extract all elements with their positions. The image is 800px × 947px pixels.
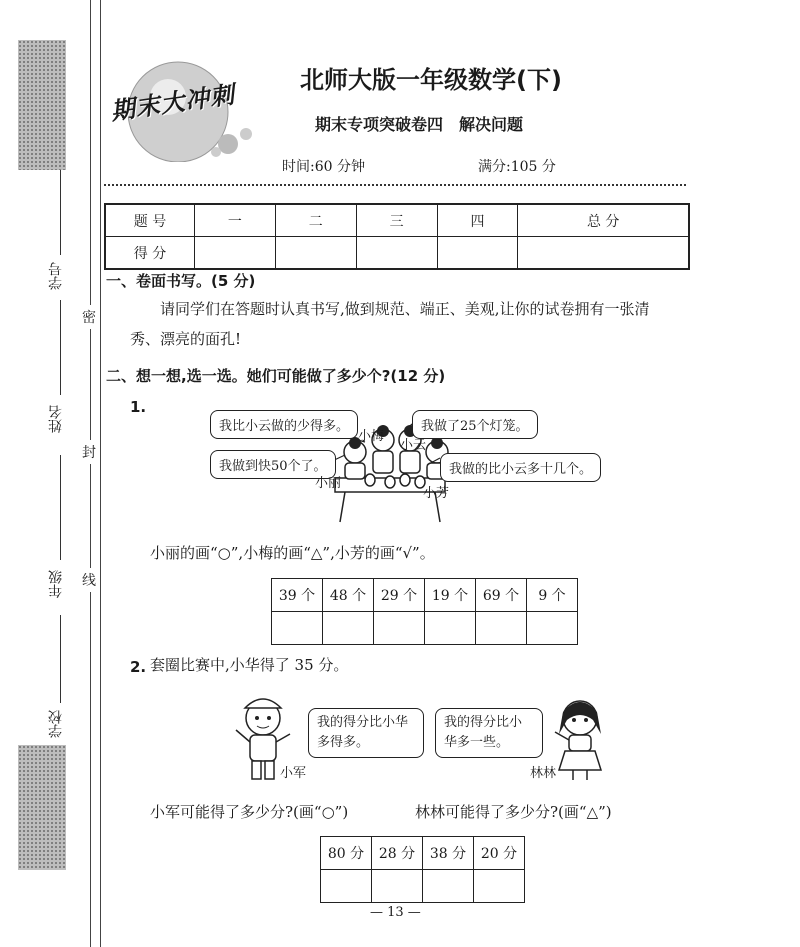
q1-answer-row: [272, 612, 578, 645]
score-table: [104, 203, 690, 270]
speech-bubble-xiaofang: 我做的比小云多十几个。: [440, 453, 601, 482]
name-linlin: 林林: [530, 766, 557, 781]
name-xiaojun: 小军: [280, 766, 307, 781]
q1-answer-cell[interactable]: [272, 612, 323, 645]
name-xiaomei: 小梅: [358, 429, 385, 444]
speech-bubble-xiaojun: 我的得分比小华多得多。: [308, 708, 424, 758]
page-title: 北师大版一年级数学(下): [300, 66, 562, 94]
student-id-line: [60, 170, 61, 255]
name-xiaoyun: 小云: [400, 438, 427, 453]
score-table-header: 四: [437, 204, 518, 237]
name-line: [60, 300, 61, 395]
score-cell[interactable]: [195, 237, 276, 270]
q1-option: 9 个: [527, 579, 578, 612]
q1-answer-cell[interactable]: [476, 612, 527, 645]
score-cell[interactable]: [437, 237, 518, 270]
binding-strip: [0, 0, 100, 947]
logo: [108, 52, 258, 162]
q1-option: 48 个: [323, 579, 374, 612]
section1-text-line1: 请同学们在答题时认真书写,做到规范、端正、美观,让你的试卷拥有一张清: [160, 300, 650, 318]
score-table-header-row: [105, 204, 689, 237]
score-cell[interactable]: [518, 237, 689, 270]
q1-option: 69 个: [476, 579, 527, 612]
q1-answer-cell[interactable]: [374, 612, 425, 645]
q2-option: 28 分: [372, 837, 423, 870]
hatched-band-bottom: [18, 745, 66, 870]
page-number: — 13 —: [370, 905, 421, 920]
q1-option: 39 个: [272, 579, 323, 612]
q2-question-left: 小军可能得了多少分?(画“○”): [150, 803, 349, 821]
q1-instruction: 小丽的画“○”,小梅的画“△”,小芳的画“√”。: [150, 544, 435, 562]
q2-options-row: [321, 837, 525, 870]
seal-char-feng: 封: [82, 440, 96, 464]
binding-line-left: [90, 0, 91, 947]
q2-prompt: 套圈比赛中,小华得了 35 分。: [150, 656, 349, 674]
score-table-header: 总 分: [518, 204, 689, 237]
student-id-label: 学号: [48, 262, 64, 290]
full-score: 满分:105 分: [478, 159, 556, 175]
q2-answer-cell[interactable]: [423, 870, 474, 903]
q2-number: 2.: [130, 658, 147, 676]
q2-option: 80 分: [321, 837, 372, 870]
binding-line-right: [100, 0, 101, 947]
q1-number: 1.: [130, 398, 147, 416]
q1-option: 19 个: [425, 579, 476, 612]
q1-answer-cell[interactable]: [425, 612, 476, 645]
q1-options-table: [271, 578, 578, 645]
grade-line: [60, 455, 61, 560]
school-label: 学校: [48, 710, 64, 738]
name-xiaofang: 小芳: [423, 486, 450, 501]
score-table-header: 三: [356, 204, 437, 237]
time-limit: 时间:60 分钟: [282, 159, 365, 175]
score-table-header: 题 号: [105, 204, 195, 237]
q2-answer-cell[interactable]: [372, 870, 423, 903]
speech-bubble-xiaomei: 我比小云做的少得多。: [210, 410, 358, 439]
q1-options-row: [272, 579, 578, 612]
logo-text: 期末大冲刺: [109, 80, 237, 126]
q1-answer-cell[interactable]: [527, 612, 578, 645]
name-label: 姓名: [48, 405, 64, 433]
section1-heading: 一、卷面书写。(5 分): [106, 272, 256, 290]
q2-answer-row: [321, 870, 525, 903]
q2-answer-cell[interactable]: [321, 870, 372, 903]
q2-option: 38 分: [423, 837, 474, 870]
q1-option: 29 个: [374, 579, 425, 612]
q2-question-right: 林林可能得了多少分?(画“△”): [415, 803, 612, 821]
section1-text-line2: 秀、漂亮的面孔!: [130, 330, 242, 348]
q2-options-table: [320, 836, 525, 903]
speech-bubble-xiaoyun: 我做了25个灯笼。: [412, 410, 538, 439]
score-cell[interactable]: [275, 237, 356, 270]
q1-answer-cell[interactable]: [323, 612, 374, 645]
seal-char-mi: 密: [82, 305, 96, 329]
grade-label: 年级: [48, 570, 64, 598]
section2-heading: 二、想一想,选一选。她们可能做了多少个?(12 分): [106, 367, 446, 385]
name-xiaoli: 小丽: [315, 476, 342, 491]
seal-char-xian: 线: [82, 568, 96, 592]
school-line: [60, 615, 61, 703]
hatched-band-top: [18, 40, 66, 170]
score-table-score-row: [105, 237, 689, 270]
score-row-label: 得 分: [105, 237, 195, 270]
score-table-header: 二: [275, 204, 356, 237]
dotted-divider: [104, 184, 686, 186]
speech-bubble-linlin: 我的得分比小华多一些。: [435, 708, 543, 758]
score-table-header: 一: [195, 204, 276, 237]
q2-option: 20 分: [474, 837, 525, 870]
page-subtitle: 期末专项突破卷四 解决问题: [315, 115, 524, 134]
speech-bubble-xiaoli: 我做到快50个了。: [210, 450, 336, 479]
q2-answer-cell[interactable]: [474, 870, 525, 903]
score-cell[interactable]: [356, 237, 437, 270]
